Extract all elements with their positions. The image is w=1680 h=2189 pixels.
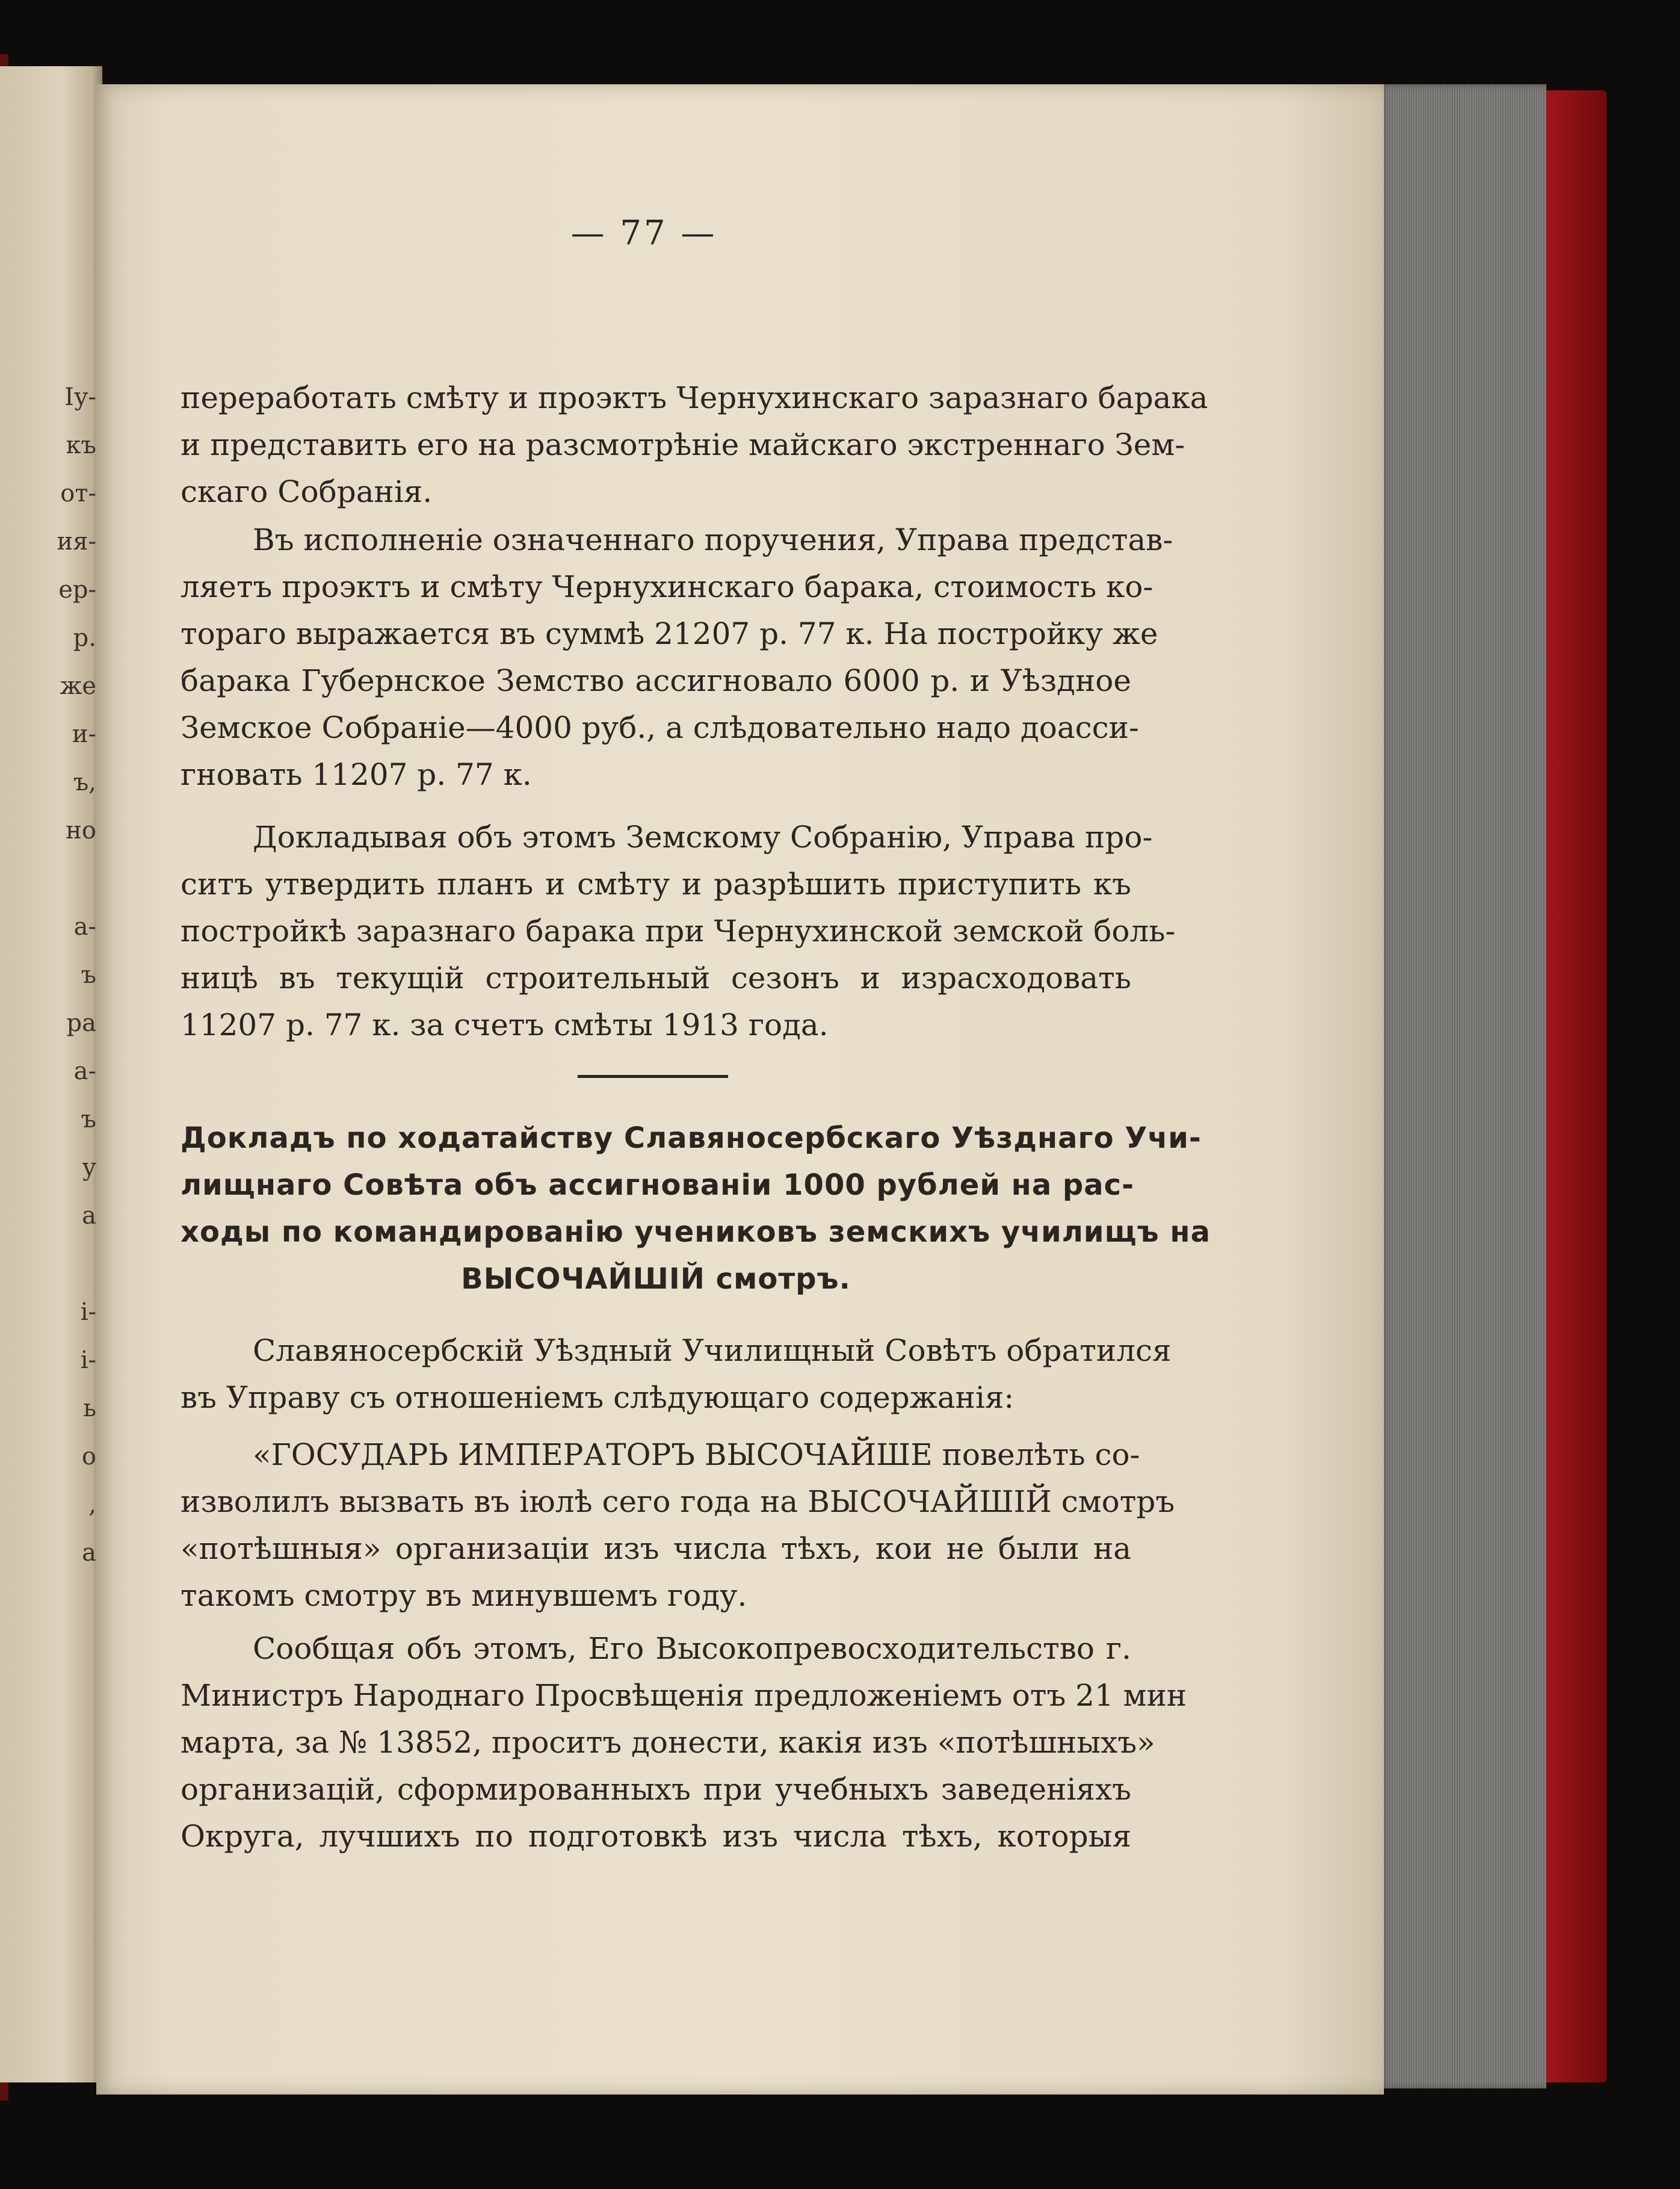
facing-page-text <box>0 373 96 1577</box>
heading-line: Докладъ по ходатайству Славяносербскаго Уѣзднаго Учи- <box>181 1121 1202 1155</box>
text-line: ситъ утвердить планъ и смѣту и разрѣшить приступить къ <box>181 867 1131 902</box>
facing-fragment: от- <box>60 480 96 507</box>
text-line: ляетъ проэктъ и смѣту Чернухинскаго барака, стоимость ко- <box>181 569 1153 604</box>
paragraph-6 <box>181 1625 1187 1860</box>
facing-fragment: къ <box>66 432 96 459</box>
page-number: — 77 — <box>570 214 717 253</box>
text-line: Округа, лучшихъ по подготовкѣ изъ числа тѣхъ, которыя <box>181 1819 1131 1854</box>
text-line: Славяносербскій Уѣздный Училищный Совѣтъ обратился <box>253 1333 1172 1368</box>
text-line: и представить его на разсмотрѣніе майскаго экстреннаго Зем- <box>181 427 1185 462</box>
text-line: Министръ Народнаго Просвѣщенія предложеніемъ отъ 21 мин <box>181 1678 1187 1713</box>
paragraph-1 <box>181 374 1208 515</box>
text-line: въ Управу съ отношеніемъ слѣдующаго содержанія: <box>181 1380 1014 1415</box>
facing-fragment: і- <box>80 1298 96 1326</box>
text-line: Сообщая объ этомъ, Его Высокопревосходительство г. <box>253 1631 1131 1666</box>
text-line: Въ исполненіе означеннаго поручения, Управа представ- <box>253 522 1173 557</box>
text-line: скаго Собранія. <box>181 474 433 509</box>
text-line: 11207 р. 77 к. за счетъ смѣты 1913 года. <box>181 1008 829 1042</box>
facing-fragment: о <box>81 1443 96 1470</box>
facing-fragment: ия- <box>57 528 96 556</box>
heading-line: лищнаго Совѣта объ ассигнованіи 1000 рублей на рас- <box>181 1168 1135 1202</box>
paragraph-2 <box>181 516 1173 798</box>
paragraph-3 <box>181 814 1176 1048</box>
section-divider <box>578 1075 728 1078</box>
text-line: переработать смѣту и проэктъ Чернухинскаго заразнаго барака <box>181 380 1208 415</box>
facing-fragment: а <box>82 1539 96 1567</box>
facing-fragment: но <box>66 817 96 844</box>
paragraph-4 <box>181 1327 1172 1421</box>
heading-line: ходы по командированію учениковъ земскихъ училищъ на <box>181 1215 1211 1249</box>
heading-line: ВЫСОЧАЙШІЙ смотръ. <box>461 1262 851 1296</box>
facing-fragment: у <box>82 1154 96 1181</box>
text-line: организацій, сформированныхъ при учебныхъ заведеніяхъ <box>181 1772 1131 1807</box>
facing-fragment <box>0 1240 96 1288</box>
facing-fragment: а- <box>73 1057 96 1085</box>
page-edges <box>1378 84 1546 2088</box>
facing-fragment: и- <box>72 720 96 748</box>
facing-fragment: ер- <box>58 576 96 604</box>
text-line: гновать 11207 р. 77 к. <box>181 757 532 792</box>
paragraph-5 <box>181 1431 1175 1619</box>
text-line: изволилъ вызвать въ іюлѣ сего года на ВЫСОЧАЙШІЙ смотръ <box>181 1484 1175 1519</box>
text-line: Докладывая объ этомъ Земскому Собранію, Управа про- <box>253 820 1153 855</box>
text-line: ницѣ въ текущій строительный сезонъ и израсходовать <box>181 961 1131 995</box>
text-line: барака Губернское Земство ассигновало 6000 р. и Уѣздное <box>181 663 1131 698</box>
text-line: тораго выражается въ суммѣ 21207 р. 77 к. На постройку же <box>181 616 1158 651</box>
facing-fragment: а- <box>73 913 96 941</box>
facing-fragment: а <box>82 1202 96 1230</box>
text-line: Земское Собраніе—4000 руб., а слѣдовательно надо доасси- <box>181 710 1139 745</box>
facing-fragment: же <box>60 672 96 700</box>
facing-fragment: , <box>88 1491 96 1519</box>
facing-fragment: ъ <box>81 1106 96 1133</box>
text-line: такомъ смотру въ минувшемъ году. <box>181 1578 747 1613</box>
facing-fragment: ъ <box>81 961 96 989</box>
facing-fragment: ра <box>66 1009 96 1037</box>
facing-fragment: Іу- <box>64 383 96 411</box>
facing-fragment <box>0 855 96 903</box>
text-line: «ГОСУДАРЬ ИМПЕРАТОРЪ ВЫСОЧАЙШЕ повелѣть со- <box>253 1437 1140 1472</box>
facing-fragment: р. <box>73 624 96 652</box>
facing-fragment: і- <box>80 1346 96 1374</box>
text-line: «потѣшныя» организаціи изъ числа тѣхъ, кои не были на <box>181 1531 1131 1566</box>
facing-fragment: ь <box>83 1395 96 1422</box>
facing-fragment: ъ, <box>73 769 96 796</box>
section-heading <box>181 1115 1211 1302</box>
text-line: марта, за № 13852, проситъ донести, какія изъ «потѣшныхъ» <box>181 1725 1155 1760</box>
text-line: постройкѣ заразнаго барака при Чернухинской земской боль- <box>181 914 1176 949</box>
